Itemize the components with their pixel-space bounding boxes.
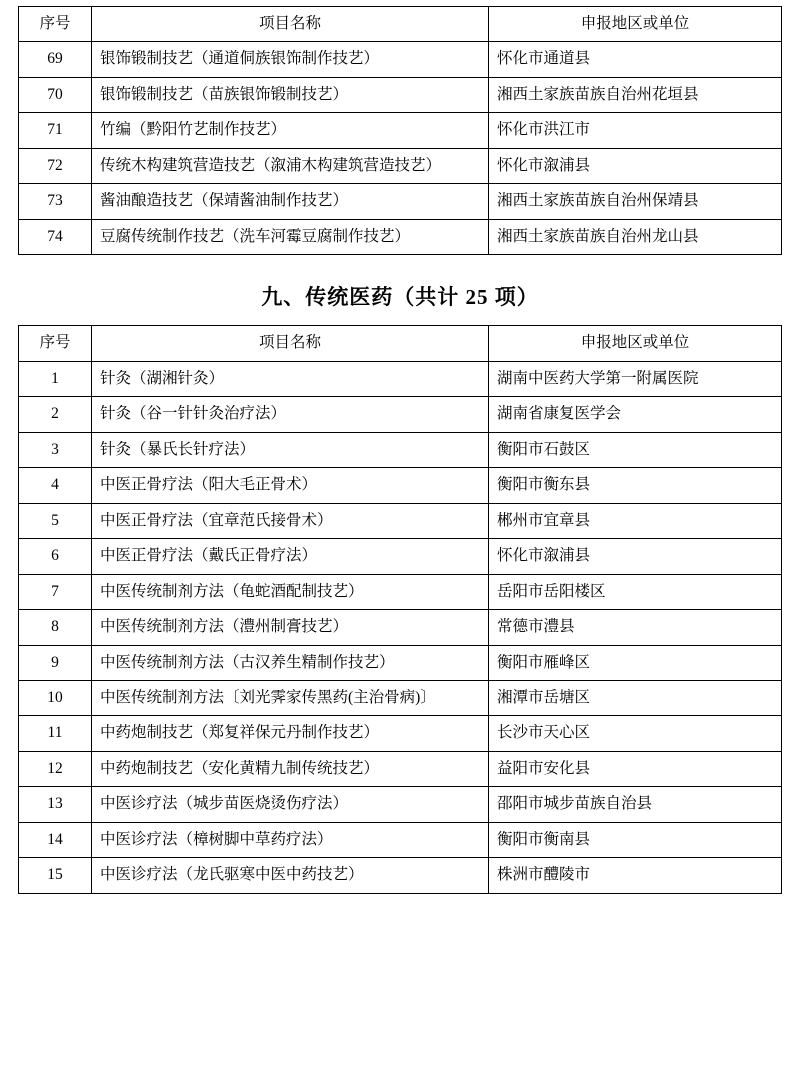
header-name: 项目名称 [92, 326, 489, 361]
row-no: 12 [19, 751, 92, 786]
row-name: 中医诊疗法（城步苗医烧烫伤疗法） [92, 787, 489, 822]
table-bottom-body [19, 361, 782, 893]
table-row [19, 751, 782, 786]
table-row [19, 219, 782, 254]
table-header-row [19, 326, 782, 361]
table-row [19, 397, 782, 432]
row-no: 71 [19, 113, 92, 148]
table-row [19, 680, 782, 715]
row-no: 9 [19, 645, 92, 680]
row-region: 怀化市通道县 [489, 42, 782, 77]
table-row [19, 539, 782, 574]
row-name: 中医正骨疗法（戴氏正骨疗法） [92, 539, 489, 574]
table-row [19, 787, 782, 822]
row-name: 银饰锻制技艺（苗族银饰锻制技艺） [92, 77, 489, 112]
row-region: 郴州市宜章县 [489, 503, 782, 538]
table-bottom-header [19, 326, 782, 361]
row-no: 4 [19, 468, 92, 503]
header-region: 申报地区或单位 [489, 326, 782, 361]
row-no: 10 [19, 680, 92, 715]
row-no: 14 [19, 822, 92, 857]
row-name: 银饰锻制技艺（通道侗族银饰制作技艺） [92, 42, 489, 77]
row-region: 常德市澧县 [489, 610, 782, 645]
row-no: 5 [19, 503, 92, 538]
row-region: 邵阳市城步苗族自治县 [489, 787, 782, 822]
row-region: 怀化市溆浦县 [489, 148, 782, 183]
row-no: 7 [19, 574, 92, 609]
table-row [19, 716, 782, 751]
row-region: 岳阳市岳阳楼区 [489, 574, 782, 609]
row-name: 传统木构建筑营造技艺（溆浦木构建筑营造技艺） [92, 148, 489, 183]
header-no: 序号 [19, 326, 92, 361]
row-region: 长沙市天心区 [489, 716, 782, 751]
row-name: 针灸（谷一针针灸治疗法） [92, 397, 489, 432]
row-name: 中药炮制技艺（郑复祥保元丹制作技艺） [92, 716, 489, 751]
row-region: 衡阳市雁峰区 [489, 645, 782, 680]
row-no: 6 [19, 539, 92, 574]
row-name: 酱油酿造技艺（保靖酱油制作技艺） [92, 184, 489, 219]
table-row [19, 113, 782, 148]
row-no: 8 [19, 610, 92, 645]
row-region: 湘西土家族苗族自治州花垣县 [489, 77, 782, 112]
table-row [19, 468, 782, 503]
table-header-row [19, 7, 782, 42]
table-row [19, 858, 782, 893]
row-region: 湖南中医药大学第一附属医院 [489, 361, 782, 396]
traditional-craft-table [18, 6, 782, 255]
row-no: 11 [19, 716, 92, 751]
row-region: 湘潭市岳塘区 [489, 680, 782, 715]
row-name: 中医诊疗法（樟树脚中草药疗法） [92, 822, 489, 857]
row-no: 13 [19, 787, 92, 822]
row-name: 中医正骨疗法（阳大毛正骨术） [92, 468, 489, 503]
table-row [19, 503, 782, 538]
table-row [19, 610, 782, 645]
row-name: 中医传统制剂方法（龟蛇酒配制技艺） [92, 574, 489, 609]
header-name: 项目名称 [92, 7, 489, 42]
row-name: 针灸（暴氏长针疗法） [92, 432, 489, 467]
table-row [19, 432, 782, 467]
table-row [19, 184, 782, 219]
row-region: 怀化市洪江市 [489, 113, 782, 148]
row-region: 益阳市安化县 [489, 751, 782, 786]
row-name: 中医传统制剂方法〔刘光霁家传黑药(主治骨病)〕 [92, 680, 489, 715]
table-row [19, 361, 782, 396]
section-heading: 九、传统医药（共计 25 项） [261, 285, 539, 310]
row-no: 74 [19, 219, 92, 254]
row-name: 中医传统制剂方法（古汉养生精制作技艺） [92, 645, 489, 680]
header-no: 序号 [19, 7, 92, 42]
row-no: 1 [19, 361, 92, 396]
row-no: 3 [19, 432, 92, 467]
row-no: 2 [19, 397, 92, 432]
row-no: 72 [19, 148, 92, 183]
row-name: 豆腐传统制作技艺（洗车河霉豆腐制作技艺） [92, 219, 489, 254]
table-top-wrapper [0, 6, 800, 255]
row-no: 73 [19, 184, 92, 219]
row-region: 湘西土家族苗族自治州龙山县 [489, 219, 782, 254]
table-row [19, 148, 782, 183]
row-name: 中药炮制技艺（安化黄精九制传统技艺） [92, 751, 489, 786]
row-region: 湖南省康复医学会 [489, 397, 782, 432]
row-no: 69 [19, 42, 92, 77]
row-region: 衡阳市衡南县 [489, 822, 782, 857]
table-row [19, 77, 782, 112]
table-bottom-wrapper [0, 325, 800, 894]
row-name: 中医正骨疗法（宜章范氏接骨术） [92, 503, 489, 538]
table-top-header [19, 7, 782, 42]
row-no: 15 [19, 858, 92, 893]
row-name: 中医诊疗法（龙氏驱寒中医中药技艺） [92, 858, 489, 893]
row-name: 竹编（黔阳竹艺制作技艺） [92, 113, 489, 148]
row-region: 株洲市醴陵市 [489, 858, 782, 893]
table-row [19, 822, 782, 857]
table-top-body [19, 42, 782, 255]
table-row [19, 645, 782, 680]
row-region: 怀化市溆浦县 [489, 539, 782, 574]
row-region: 衡阳市石鼓区 [489, 432, 782, 467]
row-no: 70 [19, 77, 92, 112]
row-region: 湘西土家族苗族自治州保靖县 [489, 184, 782, 219]
table-row [19, 42, 782, 77]
traditional-medicine-table [18, 325, 782, 894]
row-name: 中医传统制剂方法（澧州制膏技艺） [92, 610, 489, 645]
header-region: 申报地区或单位 [489, 7, 782, 42]
row-region: 衡阳市衡东县 [489, 468, 782, 503]
row-name: 针灸（湖湘针灸） [92, 361, 489, 396]
table-row [19, 574, 782, 609]
